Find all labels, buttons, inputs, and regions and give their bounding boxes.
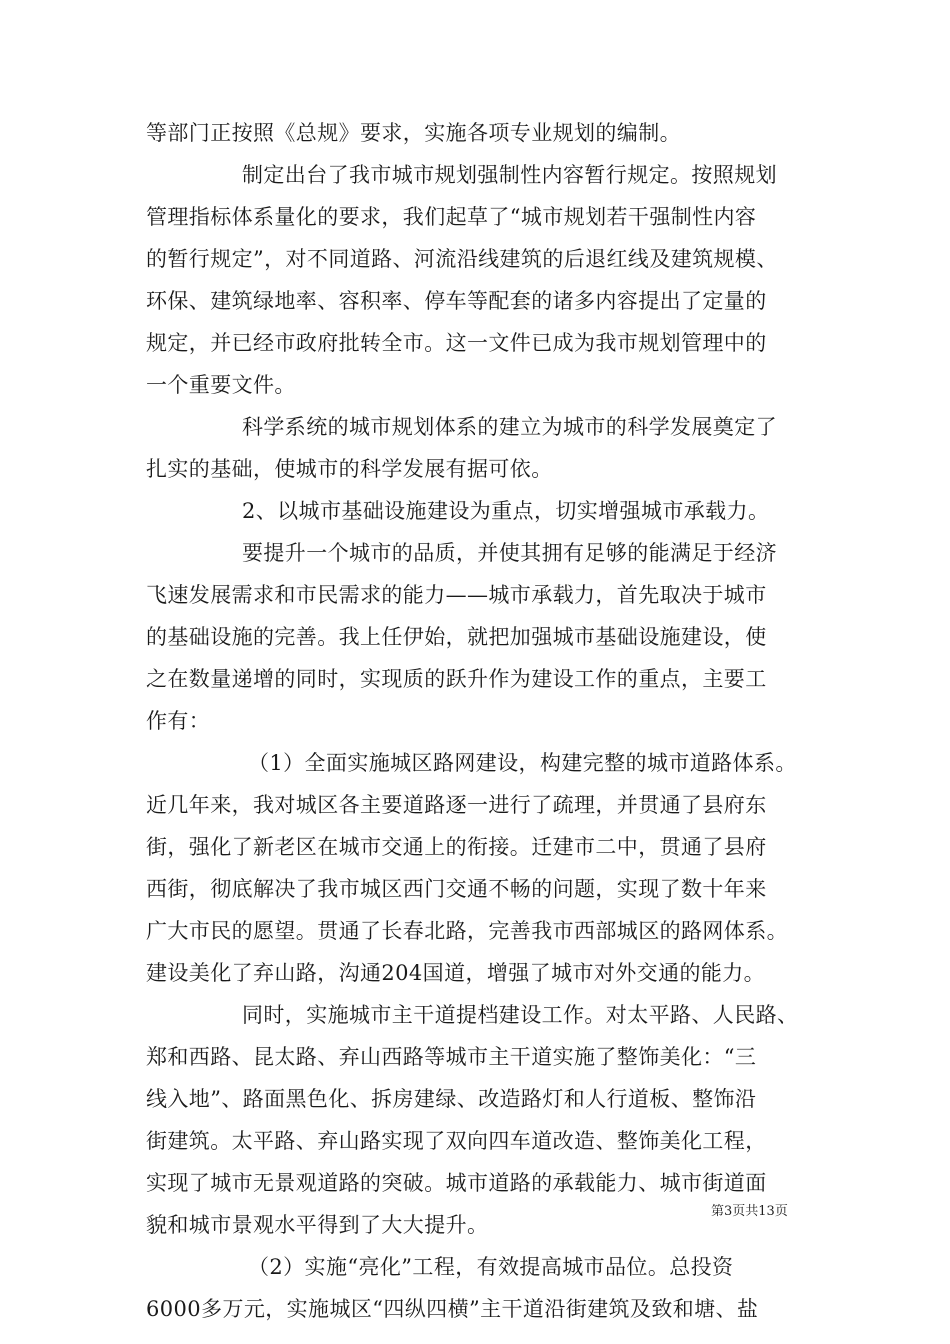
text-line: 扎实的基础，使城市的科学发展有据可依。 bbox=[146, 457, 553, 481]
text-line: 6000多万元，实施城区“四纵四横”主干道沿街建筑及致和塘、盐 bbox=[146, 1297, 759, 1321]
text-line: 管理指标体系量化的要求，我们起草了“城市规划若干强制性内容 bbox=[146, 205, 757, 229]
text-line: 的暂行规定”，对不同道路、河流沿线建筑的后退红线及建筑规模、 bbox=[146, 247, 778, 271]
text-line: 一个重要文件。 bbox=[146, 373, 296, 397]
text-line: 建设美化了弃山路，沟通204国道，增强了城市对外交通的能力。 bbox=[146, 961, 766, 985]
section-heading: 2、以城市基础设施建设为重点，切实增强城市承载力。 bbox=[242, 499, 770, 523]
text-line: 等部门正按照《总规》要求，实施各项专业规划的编制。 bbox=[146, 121, 681, 145]
text-line: 近几年来，我对城区各主要道路逐一进行了疏理，并贯通了县府东 bbox=[146, 793, 767, 817]
text-line: 之在数量递增的同时，实现质的跃升作为建设工作的重点，主要工 bbox=[146, 667, 767, 691]
text-line: 貌和城市景观水平得到了大大提升。 bbox=[146, 1213, 489, 1237]
text-line: 作有： bbox=[146, 709, 211, 733]
text-line: 街建筑。太平路、弃山路实现了双向四车道改造、整饰美化工程， bbox=[146, 1129, 767, 1153]
text-line: 西街，彻底解决了我市城区西门交通不畅的问题，实现了数十年来 bbox=[146, 877, 767, 901]
text-line: 同时，实施城市主干道提档建设工作。对太平路、人民路、 bbox=[242, 1003, 799, 1027]
text-line: 科学系统的城市规划体系的建立为城市的科学发展奠定了 bbox=[242, 415, 777, 439]
subsection-heading: （1）全面实施城区路网建设，构建完整的城市道路体系。 bbox=[248, 751, 797, 775]
text-line: 广大市民的愿望。贯通了长春北路，完善我市西部城区的路网体系。 bbox=[146, 919, 788, 943]
text-line: 线入地”、路面黑色化、拆房建绿、改造路灯和人行道板、整饰沿 bbox=[146, 1087, 757, 1111]
text-line: 环保、建筑绿地率、容积率、停车等配套的诸多内容提出了定量的 bbox=[146, 289, 767, 313]
page-number-footer: 第3页共13页 bbox=[711, 1204, 788, 1219]
text-line: 要提升一个城市的品质，并使其拥有足够的能满足于经济 bbox=[242, 541, 777, 565]
text-line: 实现了城市无景观道路的突破。城市道路的承载能力、城市街道面 bbox=[146, 1171, 767, 1195]
text-line: 制定出台了我市城市规划强制性内容暂行规定。按照规划 bbox=[242, 163, 777, 187]
text-line: 飞速发展需求和市民需求的能力——城市承载力，首先取决于城市 bbox=[146, 583, 767, 607]
text-line: 街，强化了新老区在城市交通上的衔接。迁建市二中，贯通了县府 bbox=[146, 835, 767, 859]
subsection-heading: （2）实施“亮化”工程，有效提高城市品位。总投资 bbox=[248, 1255, 734, 1279]
text-line: 郑和西路、昆太路、弃山西路等城市主干道实施了整饰美化：“三 bbox=[146, 1045, 757, 1069]
text-line: 的基础设施的完善。我上任伊始，就把加强城市基础设施建设，使 bbox=[146, 625, 767, 649]
text-line: 规定，并已经市政府批转全市。这一文件已成为我市规划管理中的 bbox=[146, 331, 767, 355]
